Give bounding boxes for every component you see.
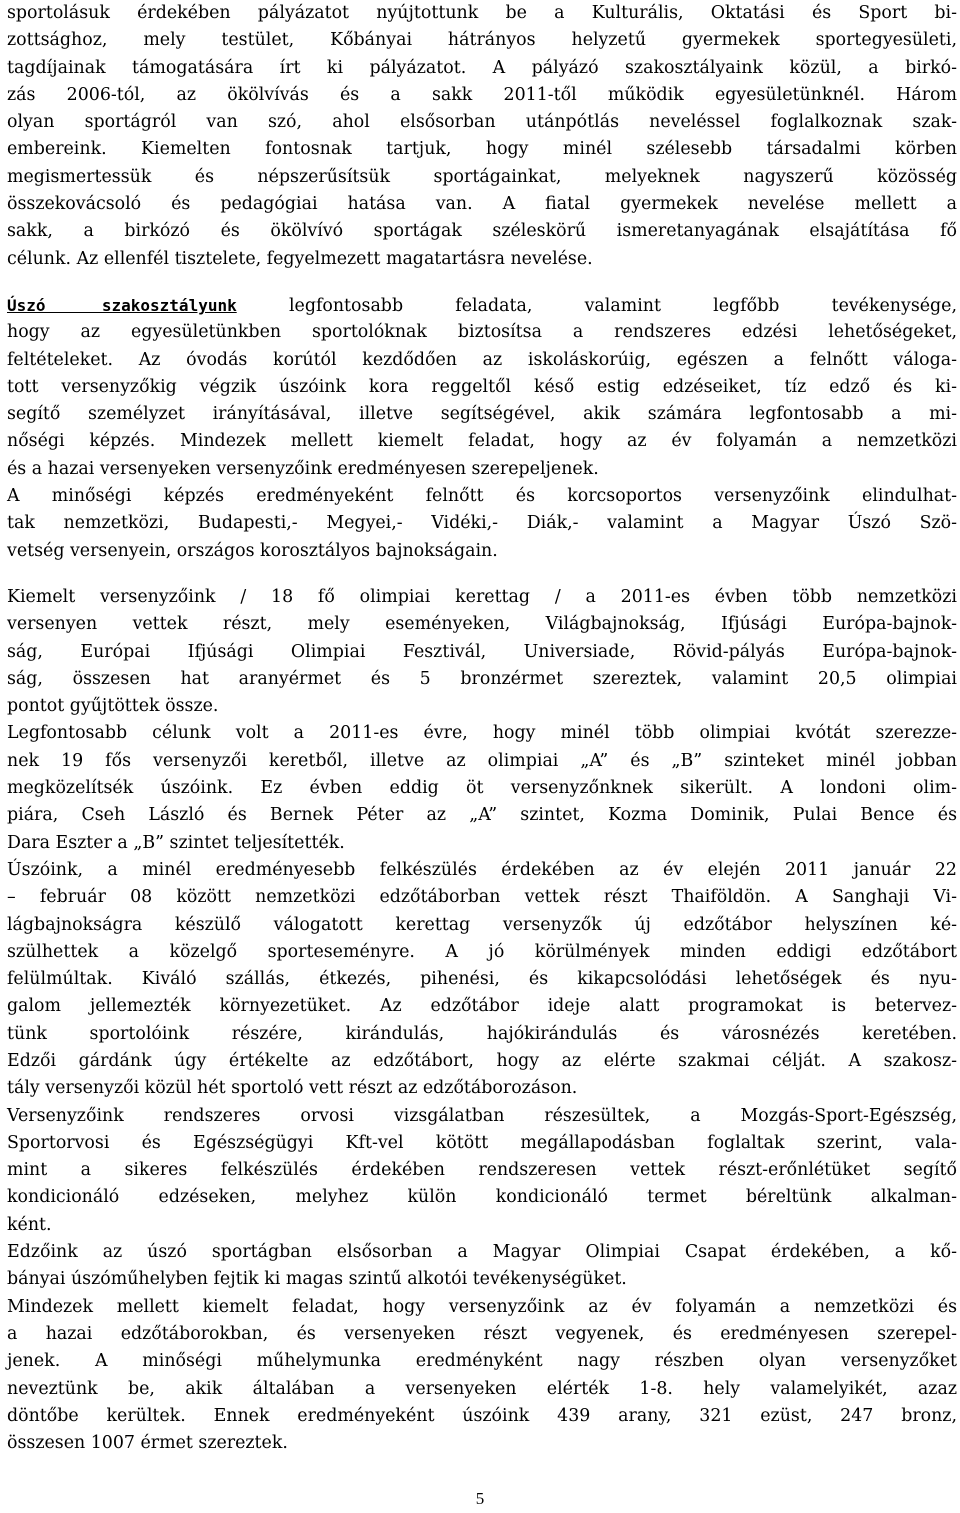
paragraph-intro: [7, 0, 957, 273]
text-line: – február 08 között nemzetközi edzőtáborban vettek részt Thaiföldön. A Sanghaji Vi-: [7, 887, 957, 908]
text-line: Versenyzőink rendszeres orvosi vizsgálatban részesültek, a Mozgás-Sport-Egészség,: [7, 1105, 957, 1126]
paragraph-gap: [7, 273, 957, 292]
text-line: sportolásuk érdekében pályázatot nyújtottunk be a Kulturális, Oktatási és Sport bi-: [7, 3, 957, 23]
text-line: megközelítsék úszóink. Ez évben eddig öt versenyzőnknek sikerült. A londoni olim-: [7, 778, 957, 799]
text-line: és a hazai versenyeken versenyzőink eredményesen szerepeljenek.: [7, 458, 599, 479]
text-line: a hazai edzőtáborokban, és versenyeken részt vegyenek, és eredményesen szerepel-: [7, 1323, 957, 1344]
text-line: bányai úszóműhelyben fejtik ki magas szintű alkotói tevékenységüket.: [7, 1269, 627, 1290]
text-line: tak nemzetközi, Budapesti,- Megyei,- Vidéki,- Diák,- valamint a Magyar Úszó Szö-: [7, 513, 957, 534]
text-line: ként.: [7, 1214, 52, 1235]
text-line: kondicionáló edzéseken, melyhez külön kondicionáló termet béreltünk alkalman-: [7, 1187, 957, 1208]
text-line: szülhettek a közelgő sporteseményre. A jó körülmények minden eddigi edzőtábort: [7, 941, 957, 962]
text-line: Úszóink, a minél eredményesebb felkészülés érdekében az év elején 2011 január 22: [7, 859, 957, 880]
text-line: összesen 1007 érmet szereztek.: [7, 1433, 288, 1454]
text-line: embereink. Kiemelten fontosnak tartjuk, hogy minél szélesebb társadalmi körben: [7, 139, 957, 160]
text-line: Dara Eszter a „B” szintet teljesítették.: [7, 832, 345, 853]
text-line: neveztünk be, akik általában a versenyeken elérték 1-8. hely valamelyikét, azaz: [7, 1378, 957, 1399]
paragraph-results: [7, 584, 957, 1458]
text-line: ság, összesen hat aranyérmet és 5 bronzérmet szereztek, valamint 20,5 olimpiai: [7, 668, 957, 689]
text-line: Kiemelt versenyzőink / 18 fő olimpiai kerettag / a 2011-es évben több nemzetközi: [7, 586, 957, 607]
text-line: feltételeket. Az óvodás korútól kezdődően az iskoláskorúig, egészen a felnőtt váloga-: [7, 349, 957, 370]
document-page: [7, 0, 957, 1513]
text-line: olyan sportágról van szó, ahol elsősorban utánpótlás neveléssel foglalkoznak szak-: [7, 112, 957, 133]
text-line: versenyen vettek részt, mely eseményeken, Világbajnokság, Ifjúsági Európa-bajnok-: [7, 614, 957, 635]
text-line: tály versenyzői közül hét sportoló vett részt az edzőtáborozáson.: [7, 1078, 578, 1099]
text-line: galom jellemezték környezetüket. Az edzőtábor ideje alatt programokat is betervez-: [7, 996, 957, 1017]
text-line: felülmúltak. Kiváló szállás, étkezés, pihenési, és kikapcsolódási lehetőségek és nyu-: [7, 969, 957, 990]
text-line: A minőségi képzés eredményeként felnőtt és korcsoportos versenyzőink elindulhat-: [7, 486, 957, 507]
text-line: megismertessük és népszerűsítsük sportágainkat, melyeknek nagyszerű közösség: [7, 166, 957, 187]
text-line: döntőbe kerültek. Ennek eredményeként úszóink 439 arany, 321 ezüst, 247 bronz,: [7, 1405, 957, 1426]
page-number: 5: [475, 1489, 485, 1508]
text-line: összekovácsoló és pedagógiai hatása van. A fiatal gyermekek nevelése mellett a: [7, 194, 957, 215]
section-heading: Úszó szakosztályunk: [7, 295, 237, 315]
text-line: tünk sportolóink részére, kirándulás, hajókirándulás és városnézés keretében.: [7, 1023, 957, 1044]
text-line: mint a sikeres felkészülés érdekében rendszeresen vettek részt-erőnlétüket segítő: [7, 1160, 957, 1181]
text-line: nőségi képzés. Mindezek mellett kiemelt feladat, hogy az év folyamán a nemzetközi: [7, 431, 957, 452]
text-line: pontot gyűjtöttek össze.: [7, 696, 219, 717]
text-line: tott versenyzőkig végzik úszóink kora reggeltől késő estig edzéseiket, tíz edző és ki-: [7, 376, 957, 397]
text-line: lágbajnokságra készülő válogatott kerettag versenyzők új edzőtábor helyszínen ké-: [7, 914, 957, 935]
paragraph-gap: [7, 565, 957, 584]
text-line: zás 2006-tól, az ökölvívás és a sakk 2011-től működik egyesületünknél. Három: [7, 84, 957, 105]
text-line: Mindezek mellett kiemelt feladat, hogy versenyzőink az év folyamán a nemzetközi és: [7, 1296, 957, 1317]
text-line: sakk, a birkózó és ökölvívó sportágak széleskörű ismeretanyagának elsajátítása fő: [7, 221, 957, 242]
text-line: tagdíjainak támogatására írt ki pályázatot. A pályázó szakosztályaink közül, a birkó-: [7, 57, 957, 78]
text-line: Legfontosabb célunk volt a 2011-es évre, hogy minél több olimpiai kvótát szerezze-: [7, 723, 957, 744]
text-line: vetség versenyein, országos korosztályos bajnokságain.: [7, 540, 498, 561]
text-line: Edzői gárdánk úgy értékelte az edzőtábort, hogy az elérte szakmai célját. A szakosz-: [7, 1050, 957, 1071]
text-line: segítő személyzet irányításával, illetve segítségével, akik számára legfontosabb a mi-: [7, 404, 957, 425]
text-line: hogy az egyesületünkben sportolóknak biztosítsa a rendszeres edzési lehetőségeket,: [7, 322, 957, 343]
text-line: ság, Európai Ifjúsági Olimpiai Fesztivál, Universiade, Rövid-pályás Európa-bajnok-: [7, 641, 957, 662]
text-line: zottsághoz, mely testület, Kőbányai hátrányos helyzetű gyermekek sportegyesületi,: [7, 30, 957, 51]
text-line: jenek. A minőségi műhelymunka eredményként nagy részben olyan versenyzőket: [7, 1351, 957, 1372]
text-line: nek 19 fős versenyzői keretből, illetve az olimpiai „A” és „B” szinteket minél jobban: [7, 750, 957, 771]
text-line: piára, Cseh László és Bernek Péter az „A” szintet, Kozma Dominik, Pulai Bence és: [7, 805, 957, 826]
heading-line-rest: legfontosabb feladata, valamint legfőbb tevékenysége,: [236, 295, 957, 316]
text-line: célunk. Az ellenfél tisztelete, fegyelmezett magatartásra nevelése.: [7, 248, 593, 269]
paragraph-swimming-section: [7, 292, 957, 565]
text-line: Edzőink az úszó sportágban elsősorban a Magyar Olimpiai Csapat érdekében, a kő-: [7, 1242, 957, 1263]
text-line: [7, 292, 957, 319]
text-line: Sportorvosi és Egészségügyi Kft-vel kötött megállapodásban foglaltak szerint, vala-: [7, 1132, 957, 1153]
